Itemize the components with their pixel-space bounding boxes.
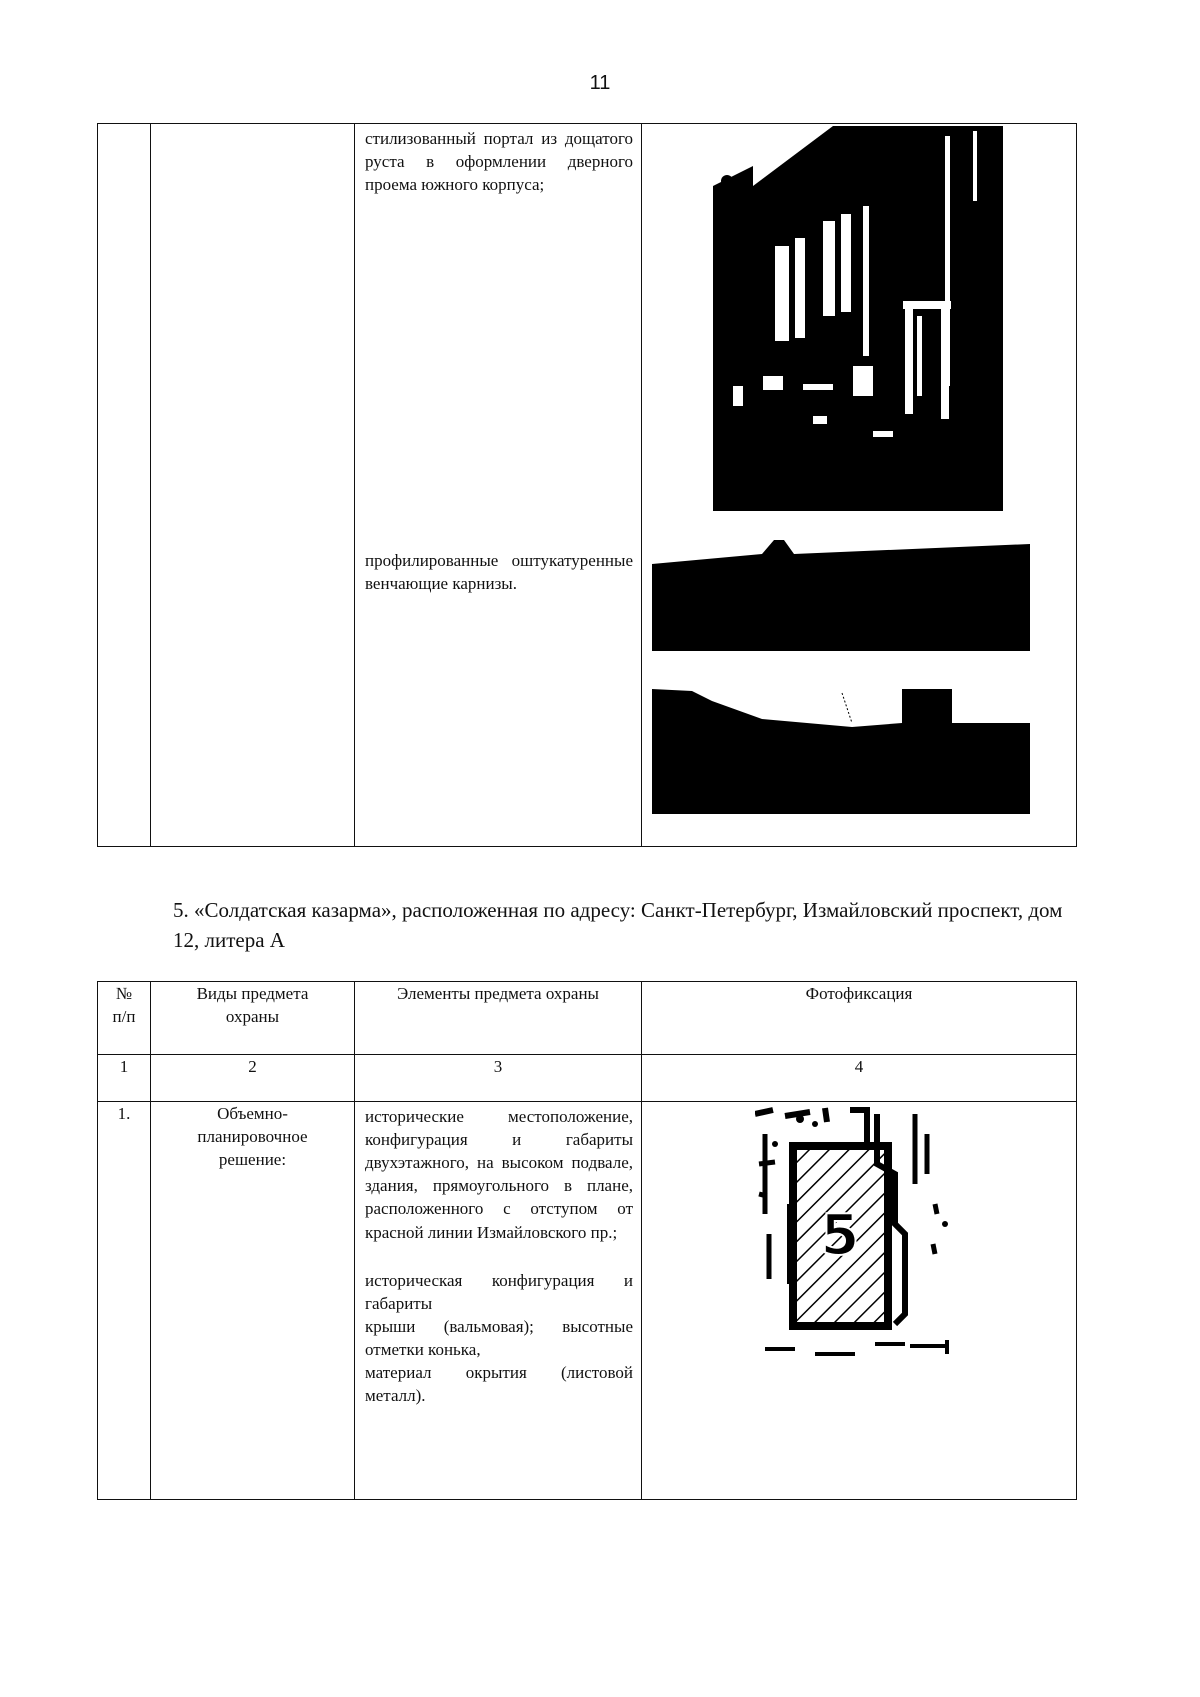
continued-table <box>97 123 1077 847</box>
column-number-row <box>98 1055 1077 1102</box>
col-header-elements: Элементы предмета охраны <box>355 982 642 1055</box>
plan-building-label: 5 <box>820 1203 860 1268</box>
table-row <box>98 1102 1077 1500</box>
row-type: Объемно-планировочное решение: <box>151 1102 355 1500</box>
element-portal-text: стилизованный портал из дощатого руста в оформлении дверного проема южного корпуса; <box>365 129 633 195</box>
building-portal-photo <box>713 126 1003 511</box>
continued-photo-cell <box>642 124 1077 847</box>
table-header-row <box>98 982 1077 1055</box>
element-cornice-text: профилированные оштукатуренные венчающие карнизы. <box>365 551 633 594</box>
continued-type-cell <box>151 124 355 847</box>
row-photo-cell <box>642 1102 1077 1500</box>
continued-elements-cell <box>355 124 642 847</box>
cornice-photo-top <box>652 536 1030 651</box>
object-5-table <box>97 981 1077 1500</box>
col-number-1: 1 <box>98 1055 151 1102</box>
elements-roof-text: историческая конфигурация и габариты крыши (вальмовая); высотные отметки конька, материал окрытия (листовой металл). <box>365 1270 633 1406</box>
col-number-4: 4 <box>642 1055 1077 1102</box>
row-num: 1. <box>98 1102 151 1500</box>
col-header-num: № п/п <box>98 982 151 1055</box>
page-number: 11 <box>589 72 611 94</box>
col-number-3: 3 <box>355 1055 642 1102</box>
row-elements <box>355 1102 642 1500</box>
col-header-photo: Фотофиксация <box>642 982 1077 1055</box>
site-plan-image <box>755 1104 960 1369</box>
col-number-2: 2 <box>151 1055 355 1102</box>
col-header-type: Виды предмета охраны <box>151 982 355 1055</box>
elements-location-text: исторические местоположение, конфигурация и габариты двухэтажного, на высоком подвале, здания, прямоугольного в плане, расположенного с отступом от красной линии Измайловского пр.; <box>365 1107 633 1242</box>
continued-num-cell <box>98 124 151 847</box>
cornice-photo-bottom <box>652 689 1030 814</box>
section-5-heading: 5. «Солдатская казарма», расположенная по адресу: Санкт-Петербург, Измайловский проспект, дом 12, литера А <box>173 898 1063 952</box>
